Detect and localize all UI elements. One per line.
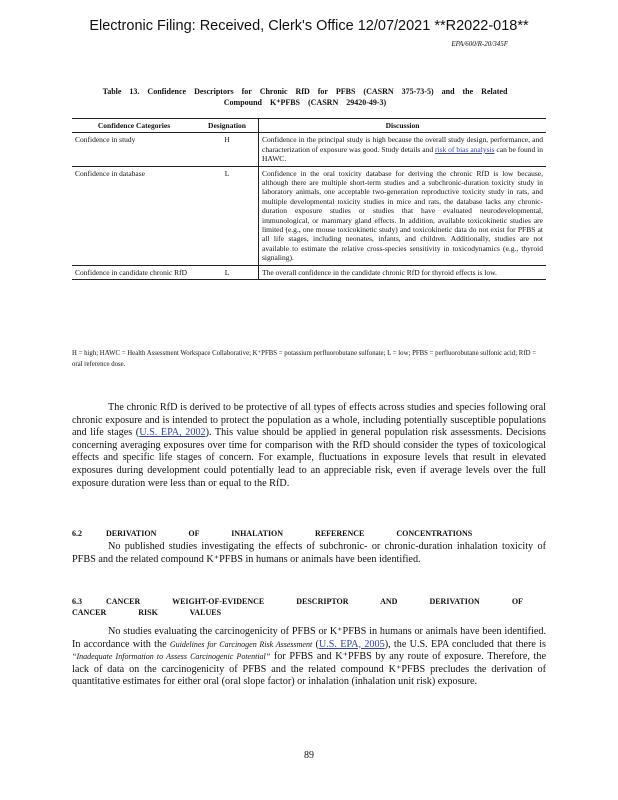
section-number: 6.3 <box>72 597 82 606</box>
paragraph-text: ). This value should be applied in general population risk assessments. Decisions concerning averaging exposures over time for comparison with the RfD should consider the types of toxicological effects and specific life stages of concern. For example, fluctuations in exposure levels that result in elevated exposures during development could potentially lead to an appreciable risk, even if average levels over the full exposure duration were less than or equal to the RfD. <box>72 427 546 489</box>
discussion-text: can be found in HAWC. <box>262 144 543 164</box>
section-heading-6-3 <box>72 596 546 618</box>
row-discussion: Confidence in the oral toxicity database for deriving the chronic RfD is low because, although there are multiple short-term studies and a subchronic-duration toxicity study in laboratory animals, one acceptable two-generation reproductive toxicity study in rats, and multiple developmental toxicity studies in mice and rats, the database lacks any chronic-duration exposure studies or studies that have evaluated neurodevelopmental, immunological, or mammary gland effects. In addition, available toxicokinetic studies are limited (e.g., one mouse toxicokinetic study) and toxicokinetic data do not exist for PFBS at all life stages, including neonates, infants, and children. Additionally, studies are not available to estimate the relative cross-species sensitivity in toxicodynamics (e.g., thyroid signaling). <box>259 166 547 265</box>
document-id: EPA/600/R-20/345F <box>451 40 508 48</box>
row-category: Confidence in study <box>72 133 196 166</box>
filing-stamp: Electronic Filing: Received, Clerk's Office 12/07/2021 **R2022-018** <box>89 18 529 34</box>
risk-of-bias-link[interactable]: risk of bias analysis <box>435 144 495 154</box>
paragraph-text: No studies evaluating the carcinogenicity of PFBS or K⁺PFBS in humans or animals have been identified. In accordance with the <box>72 626 546 650</box>
row-category: Confidence in database <box>72 166 196 265</box>
section-heading-6-2 <box>72 528 546 539</box>
page-number: 89 <box>304 750 314 761</box>
table-row <box>72 265 546 279</box>
citation-link-epa-2002[interactable]: U.S. EPA, 2002 <box>139 427 206 439</box>
row-designation: L <box>196 265 259 279</box>
column-header-categories: Confidence Categories <box>72 119 196 133</box>
table-header-row <box>72 119 546 133</box>
paragraph-inhalation <box>72 541 546 566</box>
row-designation: H <box>196 133 259 166</box>
paragraph-text: No published studies investigating the effects of subchronic- or chronic-duration inhalation toxicity of PFBS and the related compound K⁺PFBS in humans or animals have been identified. <box>72 541 546 565</box>
paragraph-text: ), the U.S. EPA concluded that there is <box>384 638 547 650</box>
paragraph-text: The chronic RfD is derived to be protective of all types of effects across studies and species following oral chronic exposure and is intended to protect the population as a whole, including potentially susceptible populations and life stages ( <box>72 402 546 439</box>
table-caption: Table 13. Confidence Descriptors for Chronic RfD for PFBS (CASRN 375-73-5) and the Related Compound K⁺PFBS (CASRN 29420-49-3) <box>102 87 508 107</box>
row-designation: L <box>196 166 259 265</box>
paragraph-cancer <box>72 626 546 689</box>
column-header-designation: Designation <box>196 119 259 133</box>
row-discussion <box>259 133 547 166</box>
section-title: DERIVATION OF INHALATION REFERENCE CONCENTRATIONS <box>106 529 473 538</box>
discussion-text: Confidence in the principal study is high because the overall study design, performance, and characterization of exposure was good. Study details and <box>262 135 543 154</box>
row-category: Confidence in candidate chronic RfD <box>72 265 196 279</box>
table-footnote: H = high; HAWC = Health Assessment Workspace Collaborative; K⁺PFBS = potassium perfluorobutane sulfonate; L = low; PFBS = perfluorobutane sulfonic acid; RfD = oral reference dose. <box>72 350 537 368</box>
section-title: CANCER WEIGHT-OF-EVIDENCE DESCRIPTOR AND DERIVATION OF CANCER RISK VALUES <box>72 597 523 617</box>
citation-link-epa-2005[interactable]: U.S. EPA, 2005 <box>318 638 385 650</box>
descriptor-quote: “Inadequate Information to Assess Carcinogenic Potential” <box>72 652 271 662</box>
paragraph-text: for PFBS and K⁺PFBS by any route of exposure. Therefore, the lack of data on the carcinogenicity of PFBS and the related compound K⁺PFBS precludes the derivation of quantitative estimates for either oral (oral slope factor) or inhalation (inhalation unit risk) exposure. <box>72 651 547 688</box>
table-row <box>72 133 546 166</box>
guideline-title: Guidelines for Carcinogen Risk Assessment <box>169 639 313 649</box>
confidence-table <box>72 118 546 280</box>
section-number: 6.2 <box>72 529 82 538</box>
table-row <box>72 166 546 265</box>
row-discussion: The overall confidence in the candidate chronic RfD for thyroid effects is low. <box>259 265 547 279</box>
column-header-discussion: Discussion <box>259 119 547 133</box>
paragraph-rfd <box>72 402 546 490</box>
paragraph-text: ( <box>312 638 319 650</box>
